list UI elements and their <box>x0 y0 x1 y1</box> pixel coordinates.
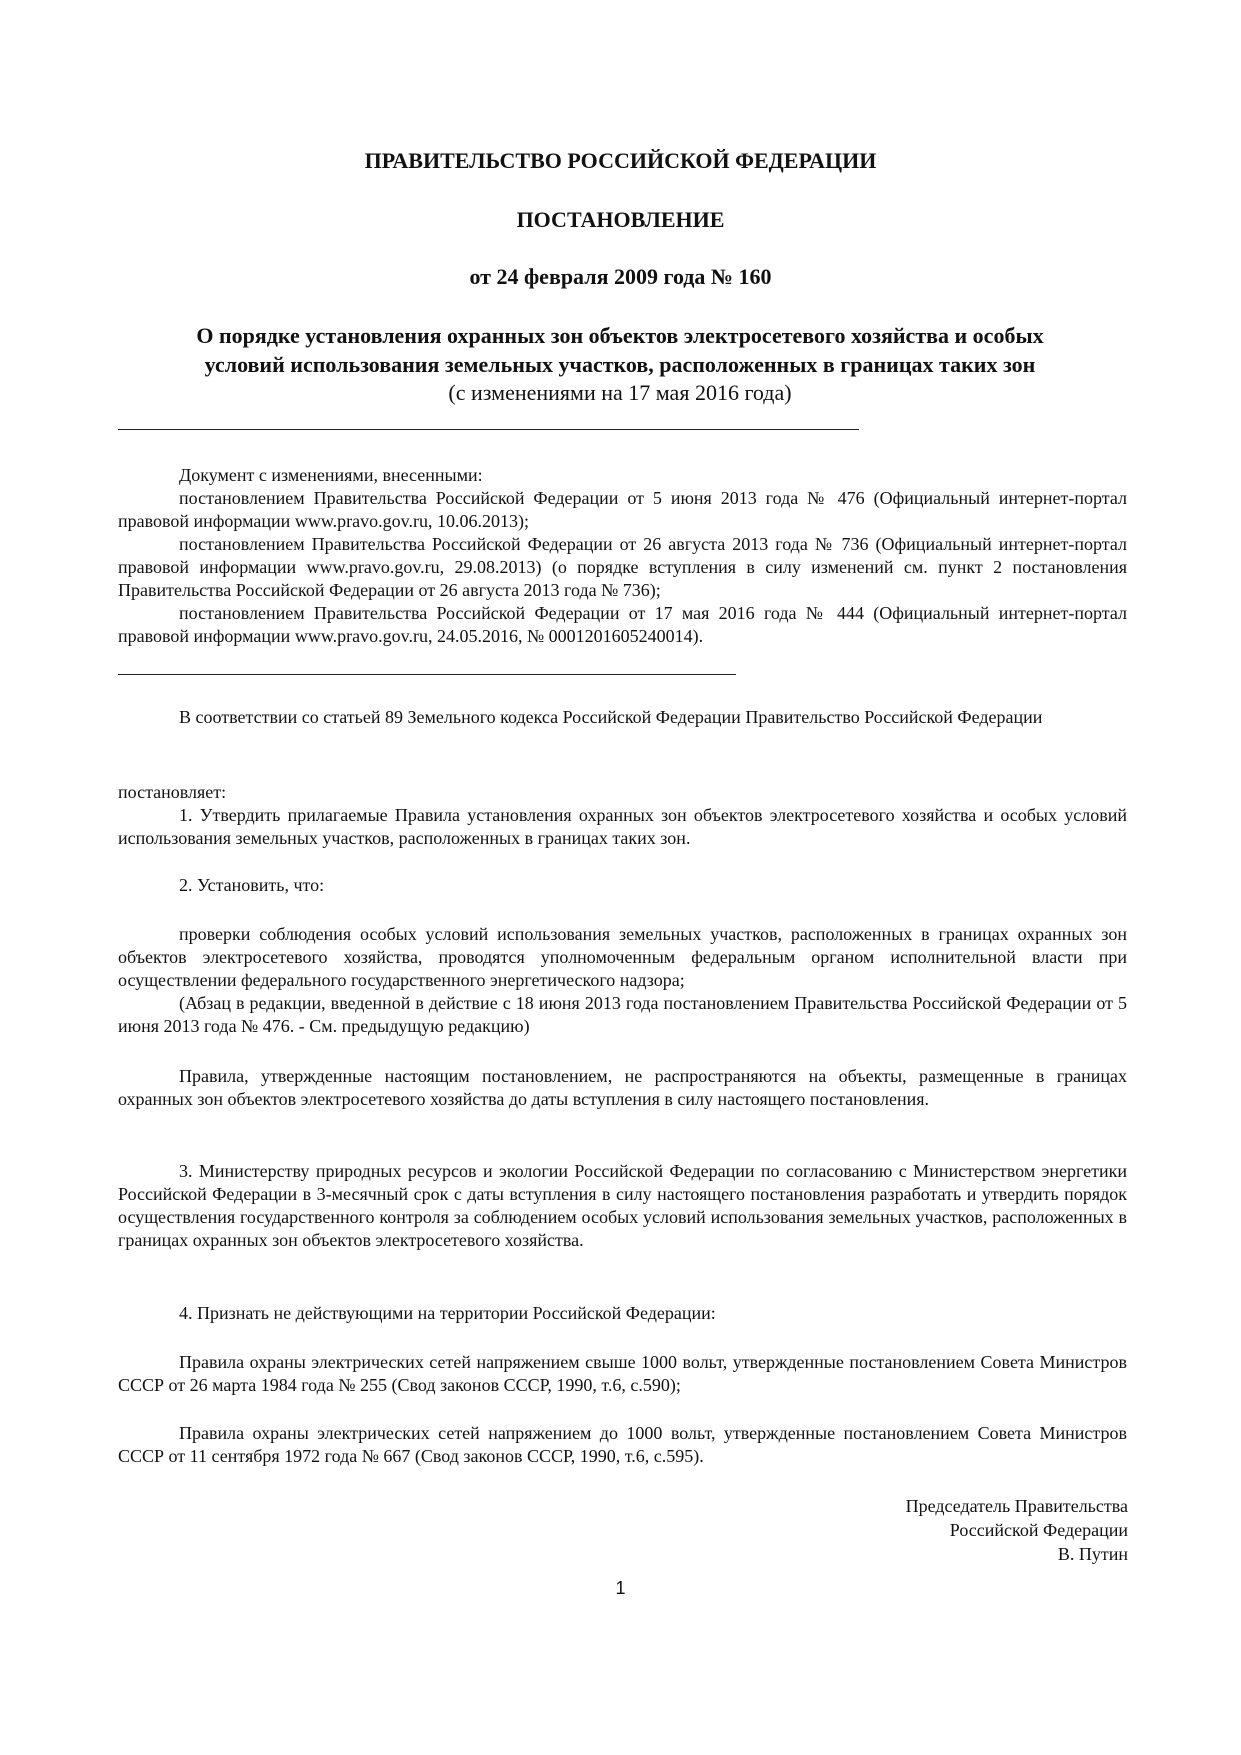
divider-top <box>118 429 859 430</box>
signature-organization: Российской Федерации <box>949 1520 1128 1540</box>
amendments-block <box>118 464 1127 648</box>
amendments-intro: Документ с изменениями, внесенными: <box>179 465 483 485</box>
decides-label: постановляет: <box>118 782 227 802</box>
item-2-heading <box>118 874 1127 897</box>
revision-note: (с изменениями на 17 мая 2016 года) <box>448 380 792 405</box>
preamble <box>118 706 1127 729</box>
item-4-p2-text: Правила охраны электрических сетей напряжением до 1000 вольт, утвержденные постановлением Совета Министров СССР от 11 сентября 1972 года № 667 (Свод законов СССР, 1990, т.6, с.595). <box>118 1423 1127 1466</box>
item-4-heading <box>118 1302 1127 1325</box>
date-number: от 24 февраля 2009 года № 160 <box>469 264 772 289</box>
item-2-paragraph-1 <box>118 923 1127 1038</box>
item-1: 1. Утвердить прилагаемые Правила установления охранных зон объектов электросетевого хозяйства и особых условий использования земельных участков, расположенных в границах таких зон. <box>118 805 1127 848</box>
page-number: 1 <box>615 1578 626 1598</box>
item-4-paragraph-1 <box>118 1351 1127 1397</box>
item-4-text: 4. Признать не действующими на территории Российской Федерации: <box>179 1303 716 1323</box>
document-title-line-2: условий использования земельных участков, расположенных в границах таких зон <box>204 352 1036 377</box>
item-2-p2-text: Правила, утвержденные настоящим постановлением, не распространяются на объекты, размещенные в границах охранных зон объектов электросетевого хозяйства до даты вступления в силу настоящего постановления. <box>118 1066 1127 1109</box>
document-type: ПОСТАНОВЛЕНИЕ <box>516 207 725 232</box>
amendment-item: постановлением Правительства Российской Федерации от 26 августа 2013 года № 736 (Официальный интернет-портал правовой информации www.pravo.gov.ru, 29.08.2013) (о порядке вступления в силу изменений см. пункт 2 постановления Правительства Российской Федерации от 26 августа 2013 года № 736); <box>118 534 1127 600</box>
signature-block <box>906 1494 1128 1566</box>
item-2-text: 2. Установить, что: <box>179 875 325 895</box>
item-3-text: 3. Министерству природных ресурсов и экологии Российской Федерации по согласованию с Министерством энергетики Российской Федерации в 3-месячный срок с даты вступления в силу настоящего постановления разработать и утвердить порядок осуществления государственного контроля за соблюдением особых условий использования земельных участков, расположенных в границах охранных зон объектов электросетевого хозяйства. <box>118 1161 1127 1250</box>
preamble-text: В соответствии со статьей 89 Земельного кодекса Российской Федерации Правительство Российской Федерации <box>179 707 1043 727</box>
document-title-line-1: О порядке установления охранных зон объектов электросетевого хозяйства и особых <box>196 323 1044 348</box>
amendment-item: постановлением Правительства Российской Федерации от 17 мая 2016 года № 444 (Официальный интернет-портал правовой информации www.pravo.gov.ru, 24.05.2016, № 0001201605240014). <box>118 603 1127 646</box>
signature-name: В. Путин <box>1057 1544 1128 1564</box>
item-2-p1-text: проверки соблюдения особых условий использования земельных участков, расположенных в границах охранных зон объектов электросетевого хозяйства, проводятся уполномоченным федеральным органом исполнительной власти при осуществлении федерального государственного энергетического надзора; <box>118 924 1127 990</box>
government-heading: ПРАВИТЕЛЬСТВО РОССИЙСКОЙ ФЕДЕРАЦИИ <box>364 148 877 173</box>
amendment-item: постановлением Правительства Российской Федерации от 5 июня 2013 года № 476 (Официальный интернет-портал правовой информации www.pravo.gov.ru, 10.06.2013); <box>118 488 1127 531</box>
item-3 <box>118 1160 1127 1252</box>
item-4-paragraph-2 <box>118 1422 1127 1468</box>
item-2-paragraph-2 <box>118 1065 1127 1111</box>
signature-title: Председатель Правительства <box>905 1496 1128 1516</box>
item-2-edition-note: (Абзац в редакции, введенной в действие с 18 июня 2013 года постановлением Правительства Российской Федерации от 5 июня 2013 года № 476. - См. предыдущую редакцию) <box>118 993 1127 1036</box>
divider-bottom <box>118 674 736 675</box>
item-4-p1-text: Правила охраны электрических сетей напряжением свыше 1000 вольт, утвержденные постановлением Совета Министров СССР от 26 марта 1984 года № 255 (Свод законов СССР, 1990, т.6, с.590); <box>118 1352 1127 1395</box>
decision-block <box>118 781 1127 850</box>
